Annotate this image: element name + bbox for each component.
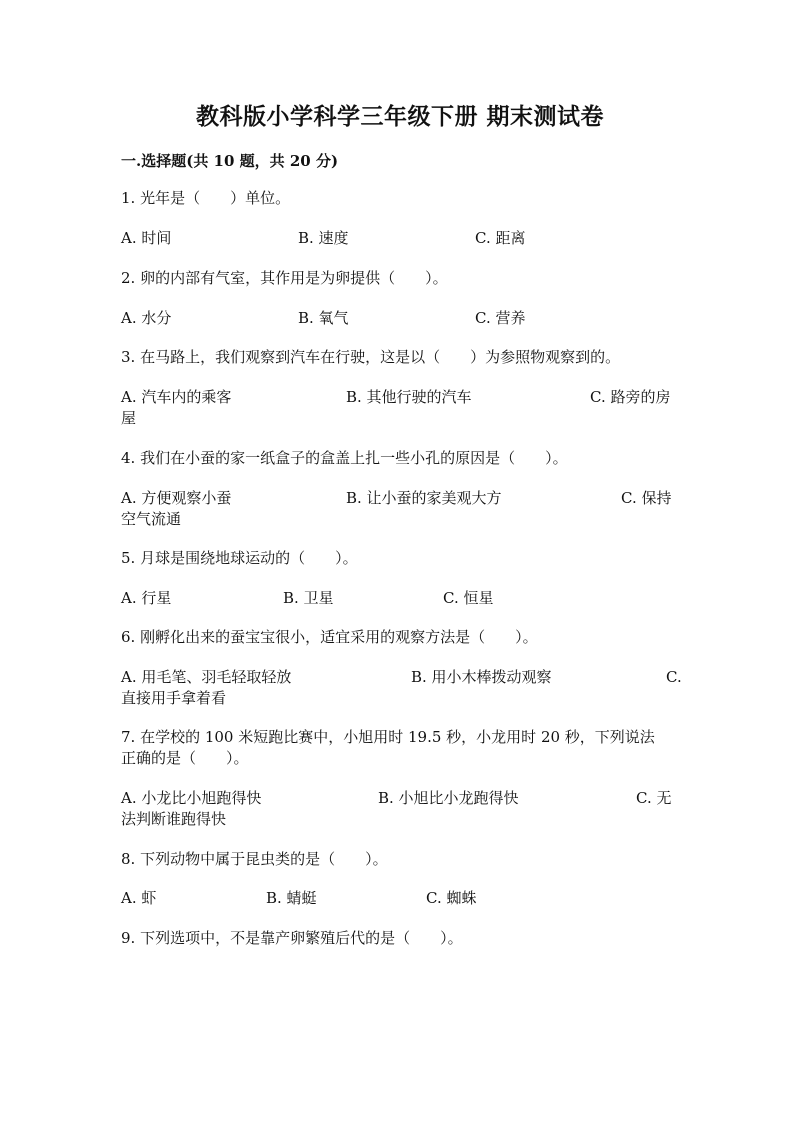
question-7-option-b: B. 小旭比小龙跑得快	[378, 789, 519, 807]
question-3-stem: 3. 在马路上，我们观察到汽车在行驶，这是以（ ）为参照物观察到的。	[121, 348, 621, 366]
question-8-option-b: B. 蜻蜓	[266, 889, 317, 907]
question-6-option-c-wrap: 直接用手拿着看	[121, 689, 227, 707]
question-4-option-c-wrap: 空气流通	[121, 510, 182, 528]
question-1-stem: 1. 光年是（ ）单位。	[121, 189, 291, 207]
question-8-option-a: A. 虾	[121, 889, 157, 907]
question-4-option-b: B. 让小蚕的家美观大方	[346, 489, 502, 507]
question-3-option-c-wrap: 屋	[121, 409, 137, 427]
question-2-stem: 2. 卵的内部有气室，其作用是为卵提供（ ）。	[121, 269, 448, 287]
question-8-stem: 8. 下列动物中属于昆虫类的是（ ）。	[121, 850, 388, 868]
question-4-option-c: C. 保持	[621, 489, 672, 507]
page-title: 教科版小学科学三年级下册 期末测试卷	[195, 103, 604, 130]
question-5-option-b: B. 卫星	[283, 589, 334, 607]
question-7-stem: 7. 在学校的 100 米短跑比赛中，小旭用时 19.5 秒，小龙用时 20 秒，下列说法	[121, 728, 655, 746]
question-1-option-c: C. 距离	[475, 229, 526, 247]
question-2-option-a: A. 水分	[121, 309, 172, 327]
question-1-option-a: A. 时间	[121, 229, 172, 247]
question-5-stem: 5. 月球是围绕地球运动的（ ）。	[121, 549, 358, 567]
question-7-option-a: A. 小龙比小旭跑得快	[121, 789, 262, 807]
question-6-option-b: B. 用小木棒拨动观察	[411, 668, 552, 686]
question-2-option-b: B. 氧气	[298, 309, 349, 327]
section-heading: 一.选择题(共 10 题，共 20 分)	[121, 152, 339, 170]
question-5-option-c: C. 恒星	[443, 589, 494, 607]
question-6-option-c: C.	[666, 668, 682, 686]
question-7-stem-line2: 正确的是（ ）。	[121, 749, 249, 767]
question-9-stem: 9. 下列选项中，不是靠产卵繁殖后代的是（ ）。	[121, 929, 463, 947]
question-3-option-b: B. 其他行驶的汽车	[346, 388, 472, 406]
question-2-option-c: C. 营养	[475, 309, 526, 327]
question-7-option-c: C. 无	[636, 789, 672, 807]
question-4-option-a: A. 方便观察小蚕	[121, 489, 232, 507]
question-1-option-b: B. 速度	[298, 229, 349, 247]
question-7-option-c-wrap: 法判断谁跑得快	[121, 810, 227, 828]
question-6-stem: 6. 刚孵化出来的蚕宝宝很小，适宜采用的观察方法是（ ）。	[121, 628, 538, 646]
question-5-option-a: A. 行星	[121, 589, 172, 607]
question-6-option-a: A. 用毛笔、羽毛轻取轻放	[121, 668, 292, 686]
question-4-stem: 4. 我们在小蚕的家一纸盒子的盒盖上扎一些小孔的原因是（ ）。	[121, 449, 568, 467]
question-3-option-c: C. 路旁的房	[590, 388, 671, 406]
question-3-option-a: A. 汽车内的乘客	[121, 388, 232, 406]
question-8-option-c: C. 蜘蛛	[426, 889, 477, 907]
